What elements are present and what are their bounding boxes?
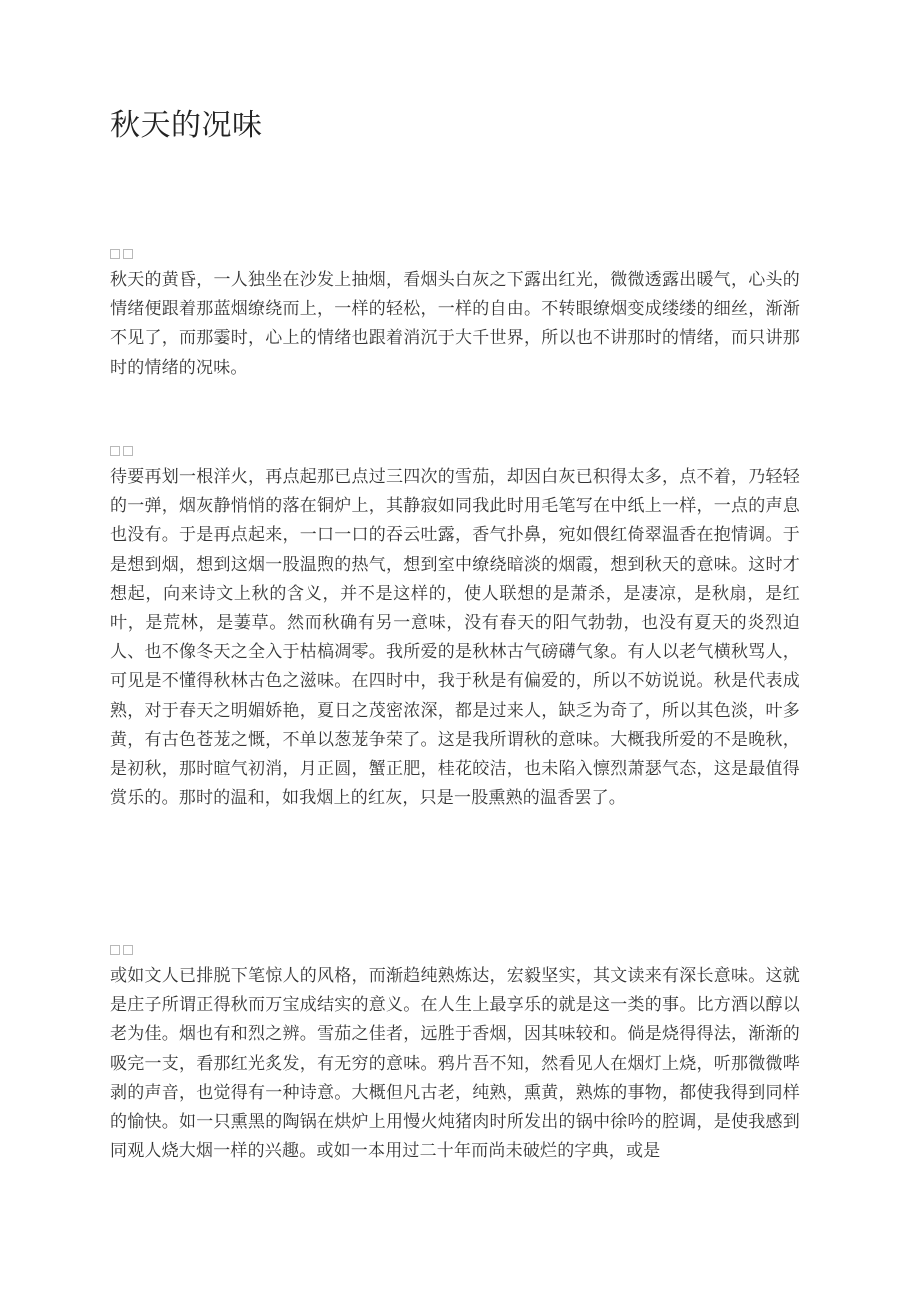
document-paragraph: 秋天的黄昏，一人独坐在沙发上抽烟，看烟头白灰之下露出红光，微微透露出暖气，心头的情绪便跟着那蓝烟缭绕而上，一样的轻松，一样的自由。不转眼缭烟变成缕缕的细丝，渐渐不见了，而那霎时，心上的情绪也跟着消沉于大千世界，所以也不讲那时的情绪，而只讲那时的情绪的况味。	[110, 270, 800, 378]
missing-glyph-box	[123, 446, 133, 456]
missing-glyph-marker	[110, 246, 800, 262]
document-section-1	[110, 246, 800, 383]
document-section-3	[110, 942, 800, 1166]
missing-glyph-box	[110, 446, 120, 456]
missing-glyph-box	[110, 249, 120, 259]
document-section-2	[110, 443, 800, 813]
missing-glyph-marker	[110, 942, 800, 958]
missing-glyph-box	[123, 249, 133, 259]
missing-glyph-box	[110, 945, 120, 955]
document-paragraph: 或如文人已排脱下笔惊人的风格，而渐趋纯熟炼达，宏毅坚实，其文读来有深长意味。这就是庄子所谓正得秋而万宝成结实的意义。在人生上最享乐的就是这一类的事。比方酒以醇以老为佳。烟也有和烈之辨。雪茄之佳者，远胜于香烟，因其味较和。倘是烧得得法，渐渐的吸完一支，看那红光炙发，有无穷的意味。鸦片吾不知，然看见人在烟灯上烧，听那微微哔剥的声音，也觉得有一种诗意。大概但凡古老，纯熟，熏黄，熟炼的事物，都使我得到同样的愉快。如一只熏黑的陶锅在烘炉上用慢火炖猪肉时所发出的锅中徐吟的腔调，是使我感到同观人烧大烟一样的兴趣。或如一本用过二十年而尚未破烂的字典，或是	[110, 966, 800, 1162]
missing-glyph-marker	[110, 443, 800, 459]
document-paragraph: 待要再划一根洋火，再点起那已点过三四次的雪茄，却因白灰已积得太多，点不着，乃轻轻的一弹，烟灰静悄悄的落在铜炉上，其静寂如同我此时用毛笔写在中纸上一样，一点的声息也没有。于是再点起来，一口一口的吞云吐露，香气扑鼻，宛如偎红倚翠温香在抱情调。于是想到烟，想到这烟一股温煦的热气，想到室中缭绕暗淡的烟霞，想到秋天的意味。这时才想起，向来诗文上秋的含义，并不是这样的，使人联想的是萧杀，是凄凉，是秋扇，是红叶，是荒林，是萋草。然而秋确有另一意味，没有春天的阳气勃勃，也没有夏天的炎烈迫人、也不像冬天之全入于枯槁凋零。我所爱的是秋林古气磅礴气象。有人以老气横秋骂人，可见是不懂得秋林古色之滋味。在四时中，我于秋是有偏爱的，所以不妨说说。秋是代表成熟，对于春天之明媚娇艳，夏日之茂密浓深，都是过来人，缺乏为奇了，所以其色淡，叶多黄，有古色苍茏之慨，不单以葱茏争荣了。这是我所谓秋的意味。大概我所爱的不是晚秋，是初秋，那时暄气初消，月正圆，蟹正肥，桂花皎洁，也未陷入懔烈萧瑟气态，这是最值得赏乐的。那时的温和，如我烟上的红灰，只是一股熏熟的温香罢了。	[110, 467, 800, 809]
document-title: 秋天的况味	[110, 108, 263, 143]
missing-glyph-box	[123, 945, 133, 955]
